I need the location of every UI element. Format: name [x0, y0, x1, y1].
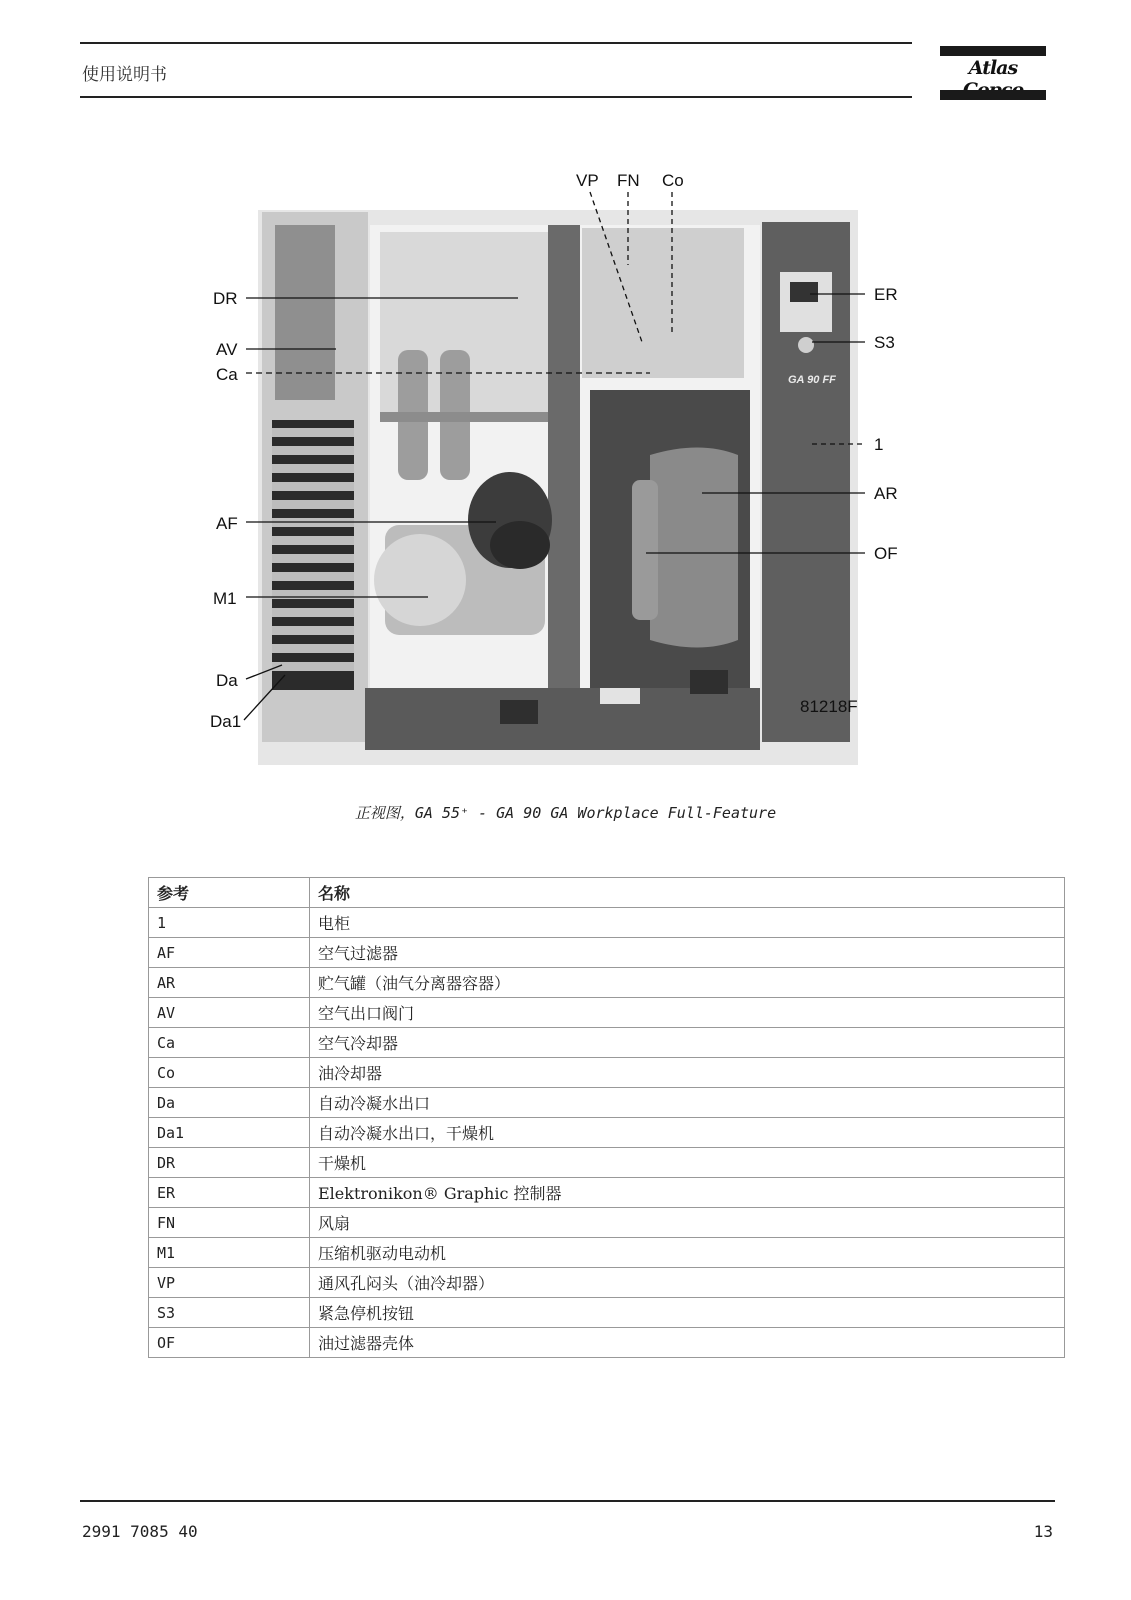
cell-ref: OF	[149, 1328, 310, 1358]
cell-ref: AR	[149, 968, 310, 998]
logo-top-bar	[940, 46, 1046, 56]
col-header-reference: 参考	[149, 878, 310, 908]
table-row	[149, 1088, 1065, 1118]
callout-s3: S3	[874, 333, 895, 352]
table-row	[149, 1148, 1065, 1178]
cell-name: 风扇	[310, 1208, 1065, 1238]
center-pillar	[548, 225, 580, 725]
footer-rule	[80, 1500, 1055, 1502]
compressor-front-view-figure	[200, 168, 920, 783]
cell-name: 干燥机	[310, 1148, 1065, 1178]
logo-bottom-bar	[940, 90, 1046, 100]
callout-of: OF	[874, 544, 898, 563]
figure-caption: 正视图，GA 55⁺ - GA 90 GA Workplace Full-Feature	[354, 804, 777, 822]
cell-ref: Co	[149, 1058, 310, 1088]
cell-ref: Da1	[149, 1118, 310, 1148]
cell-ref: Da	[149, 1088, 310, 1118]
cell-ref: M1	[149, 1238, 310, 1268]
cell-name: 自动冷凝水出口	[310, 1088, 1065, 1118]
table-row	[149, 1058, 1065, 1088]
callout-m1: M1	[213, 589, 237, 608]
table-row	[149, 1328, 1065, 1358]
model-badge: GA 90 FF	[788, 374, 836, 386]
cell-name: 油过滤器壳体	[310, 1328, 1065, 1358]
table-row	[149, 938, 1065, 968]
logo-wordmark: Atlas	[968, 57, 1018, 79]
cell-ref: FN	[149, 1208, 310, 1238]
cell-ref: ER	[149, 1178, 310, 1208]
fan-cover	[582, 228, 744, 378]
callout-dr: DR	[213, 289, 238, 308]
cell-ref: AV	[149, 998, 310, 1028]
table-row	[149, 998, 1065, 1028]
table-row	[149, 1028, 1065, 1058]
callout-af: AF	[216, 514, 238, 533]
cell-ref: AF	[149, 938, 310, 968]
cell-ref: DR	[149, 1148, 310, 1178]
dryer-shelf	[380, 412, 548, 422]
atlas-copco-logo	[940, 46, 1046, 101]
cell-ref: Ca	[149, 1028, 310, 1058]
callout-fn: FN	[617, 171, 640, 190]
cell-name: 油冷却器	[310, 1058, 1065, 1088]
cell-ref: VP	[149, 1268, 310, 1298]
page-number: 13	[1033, 1522, 1053, 1541]
callout-vp: VP	[576, 171, 599, 190]
oil-filter-housing	[632, 480, 658, 620]
cell-name: Elektronikon® Graphic 控制器	[310, 1178, 1065, 1208]
table-row	[149, 908, 1065, 938]
table-row	[149, 968, 1065, 998]
cell-name: 电柜	[310, 908, 1065, 938]
base-frame	[365, 688, 760, 750]
document-number: 2991 7085 40	[82, 1522, 198, 1541]
motor-fan-cowl	[374, 534, 466, 626]
air-receiver	[650, 448, 738, 648]
table-row	[149, 1178, 1065, 1208]
header-bottom-rule	[80, 96, 912, 98]
callout-da1: Da1	[210, 712, 242, 731]
table-row	[149, 1118, 1065, 1148]
table-header-row	[149, 878, 1065, 908]
page-header-title: 使用说明书	[82, 65, 167, 85]
callout-av: AV	[216, 340, 238, 359]
cell-name: 自动冷凝水出口，干燥机	[310, 1118, 1065, 1148]
table-row	[149, 1298, 1065, 1328]
callout-1: 1	[874, 435, 884, 454]
cell-name: 空气出口阀门	[310, 998, 1065, 1028]
cell-ref: 1	[149, 908, 310, 938]
cell-name: 压缩机驱动电动机	[310, 1238, 1065, 1268]
emergency-stop-button	[798, 337, 814, 353]
callout-co: Co	[662, 171, 684, 190]
table-row	[149, 1238, 1065, 1268]
callout-da: Da	[216, 671, 238, 690]
cell-name: 空气冷却器	[310, 1028, 1065, 1058]
figure-id-label: 81218F	[800, 697, 858, 716]
callout-ca: Ca	[216, 365, 238, 384]
cell-name: 紧急停机按钮	[310, 1298, 1065, 1328]
parts-reference-table	[148, 877, 1065, 1358]
col-header-name: 名称	[310, 878, 1065, 908]
callout-ar: AR	[874, 484, 898, 503]
cell-name: 通风孔闷头（油冷却器）	[310, 1268, 1065, 1298]
table-row	[149, 1268, 1065, 1298]
callout-er: ER	[874, 285, 898, 304]
table-row	[149, 1208, 1065, 1238]
cell-name: 空气过滤器	[310, 938, 1065, 968]
cell-ref: S3	[149, 1298, 310, 1328]
cell-name: 贮气罐（油气分离器容器）	[310, 968, 1065, 998]
header-top-rule	[80, 42, 912, 44]
